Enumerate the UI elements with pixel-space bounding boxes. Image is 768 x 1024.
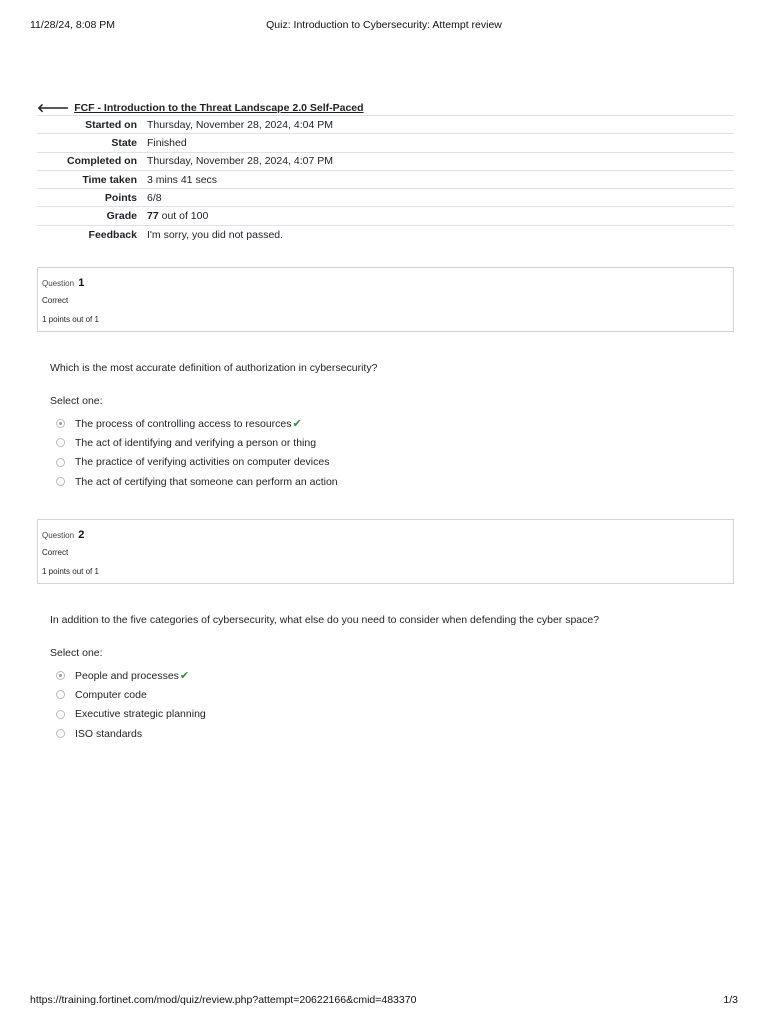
answer-option[interactable]	[50, 666, 206, 685]
answer-option[interactable]	[50, 685, 206, 704]
option-label: The act of identifying and verifying a person or thing	[75, 436, 317, 449]
summary-value	[147, 207, 734, 225]
summary-row-points	[37, 189, 734, 207]
arrow-left-icon: 🡐	[37, 101, 70, 115]
radio-selected-icon[interactable]	[56, 419, 65, 428]
summary-value: 3 mins 41 secs	[147, 173, 218, 186]
question-number-value: 2	[78, 529, 85, 541]
print-footer	[30, 994, 738, 1008]
summary-value: I'm sorry, you did not passed.	[147, 228, 284, 241]
summary-label: State	[111, 136, 137, 149]
grade-score: 77	[147, 210, 159, 223]
answer-option[interactable]	[50, 433, 338, 452]
question-info-box	[37, 267, 734, 332]
answer-options	[50, 666, 206, 743]
summary-label: Started on	[85, 118, 137, 131]
summary-row-started-on	[37, 116, 734, 134]
question-state: Correct	[42, 548, 69, 557]
summary-value: Thursday, November 28, 2024, 4:04 PM	[147, 118, 333, 131]
option-label: Computer code	[75, 688, 147, 701]
course-back-link[interactable]	[37, 100, 364, 115]
summary-row-grade	[37, 207, 734, 225]
answer-option[interactable]	[50, 472, 338, 491]
course-title[interactable]: FCF - Introduction to the Threat Landscape 2.0 Self-Paced	[74, 101, 364, 114]
radio-selected-icon[interactable]	[56, 671, 65, 680]
question-text: In addition to the five categories of cybersecurity, what else do you need to consider when defending the cyber space?	[50, 614, 600, 626]
select-one-prompt: Select one:	[50, 395, 103, 407]
summary-value: Thursday, November 28, 2024, 4:07 PM	[147, 155, 333, 168]
question-state: Correct	[42, 296, 69, 305]
radio-icon[interactable]	[56, 710, 65, 719]
summary-label: Grade	[106, 210, 137, 223]
radio-icon[interactable]	[56, 729, 65, 738]
print-document-title: Quiz: Introduction to Cybersecurity: Attempt review	[266, 19, 502, 31]
question-number	[42, 277, 84, 289]
option-label: People and processes	[75, 669, 179, 682]
page-number: 1/3	[723, 994, 738, 1006]
summary-value: 6/8	[147, 191, 162, 204]
summary-row-state	[37, 134, 734, 152]
print-datetime: 11/28/24, 8:08 PM	[30, 19, 116, 31]
question-number	[42, 529, 84, 541]
summary-row-feedback	[37, 225, 734, 243]
option-label: ISO standards	[75, 727, 143, 740]
question-prefix: Question	[42, 531, 75, 540]
attempt-summary-table	[37, 115, 734, 244]
grade-out-of: out of 100	[158, 210, 209, 223]
summary-value: Finished	[147, 136, 187, 149]
summary-label: Time taken	[82, 173, 137, 186]
answer-option[interactable]	[50, 414, 338, 433]
select-one-prompt: Select one:	[50, 647, 103, 659]
summary-label: Points	[104, 191, 137, 204]
radio-icon[interactable]	[56, 458, 65, 467]
checkmark-icon: ✔	[179, 670, 190, 683]
question-grade: 1 points out of 1	[42, 315, 99, 324]
option-label: The act of certifying that someone can perform an action	[75, 475, 338, 488]
question-info-box	[37, 519, 734, 584]
option-label: The practice of verifying activities on computer devices	[75, 456, 330, 469]
answer-option[interactable]	[50, 453, 338, 472]
question-text: Which is the most accurate definition of authorization in cybersecurity?	[50, 362, 378, 374]
checkmark-icon: ✔	[292, 418, 302, 431]
question-number-value: 1	[78, 277, 85, 289]
radio-icon[interactable]	[56, 477, 65, 486]
question-prefix: Question	[42, 279, 75, 288]
answer-options	[50, 414, 338, 491]
question-grade: 1 points out of 1	[42, 567, 99, 576]
summary-label: Completed on	[67, 155, 137, 168]
option-label: Executive strategic planning	[75, 708, 206, 721]
answer-option[interactable]	[50, 705, 206, 724]
radio-icon[interactable]	[56, 438, 65, 447]
radio-icon[interactable]	[56, 690, 65, 699]
summary-row-time-taken	[37, 170, 734, 188]
print-header	[30, 19, 738, 33]
option-label: The process of controlling access to resources	[75, 417, 292, 430]
answer-option[interactable]	[50, 724, 206, 743]
print-url: https://training.fortinet.com/mod/quiz/review.php?attempt=20622166&cmid=483370	[30, 994, 417, 1006]
summary-label: Feedback	[88, 228, 137, 241]
summary-row-completed-on	[37, 152, 734, 170]
